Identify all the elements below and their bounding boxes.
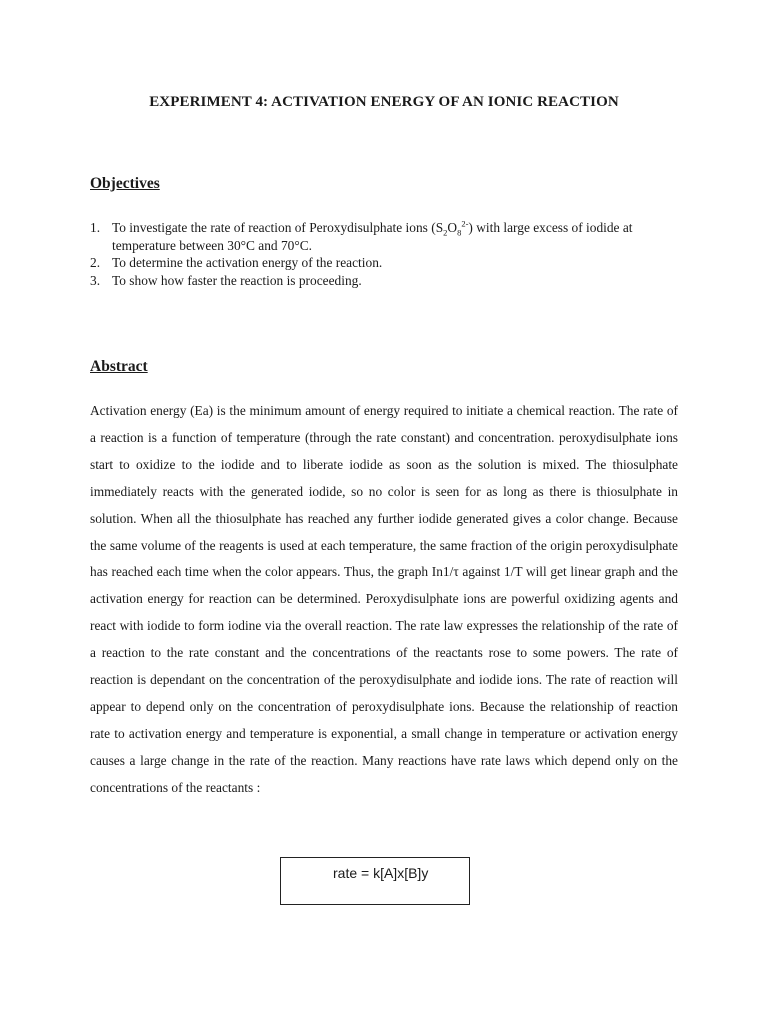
objective-text: To determine the activation energy of the reaction.	[112, 255, 383, 270]
objective-number: 3.	[90, 272, 101, 288]
objective-number: 1.	[90, 220, 101, 235]
objective-text: To investigate the rate of reaction of Peroxydisulphate ions $(S_2O_8^{2-})$ with large excess of iodide at temperature between 30°C and 70°C.	[112, 218, 633, 253]
objective-item-3	[90, 272, 650, 290]
objective-text: To show how faster the reaction is proceeding.	[112, 272, 362, 288]
abstract-paragraph: Activation energy (Ea) is the minimum amount of energy required to initiate a chemical reaction. The rate of a reaction is a function of temperature (through the rate constant) and concentration. peroxydisulphate ions start to oxidize to the iodide and to liberate iodide as soon as the solution is mixed. The thiosulphate immediately reacts with the generated iodide, so no color is seen for as long as there is thiosulphate in solution. When all the thiosulphate has reached any further iodide generated gives a color change. Because the same volume of the reagents is used at each temperature, the same fraction of the origin peroxydisulphate has reached each time when the color appears. Thus, the graph In1/τ against 1/T will get linear graph and the activation energy for reaction can be determined. Peroxydisulphate ions are powerful oxidizing agents and react with iodide to form iodine via the overall reaction. The rate law expresses the relationship of the rate of a reaction to the rate constant and the concentrations of the reactants rose to some powers. The rate of reaction is dependant on the concentration of the peroxydisulphate and iodide ions. The rate of reaction will appear to depend only on the concentration of peroxydisulphate ions. Because the relationship of reaction rate to activation energy and temperature is exponential, a small change in temperature or activation energy causes a large change in the rate of the reaction. Many reactions have rate laws which depend only on the concentrations of the reactants :	[90, 403, 678, 795]
abstract-heading: Abstract	[90, 358, 148, 375]
objectives-list	[90, 219, 650, 289]
objective-item-1	[90, 219, 650, 254]
objective-item-2	[90, 254, 650, 272]
objective-number: 2.	[90, 255, 101, 270]
document-title: EXPERIMENT 4: ACTIVATION ENERGY OF AN IONIC REACTION	[149, 94, 619, 110]
formula-box	[280, 857, 470, 905]
rate-law-formula: rate = k[A]x[B]y	[333, 865, 429, 881]
objectives-heading: Objectives	[90, 175, 160, 192]
